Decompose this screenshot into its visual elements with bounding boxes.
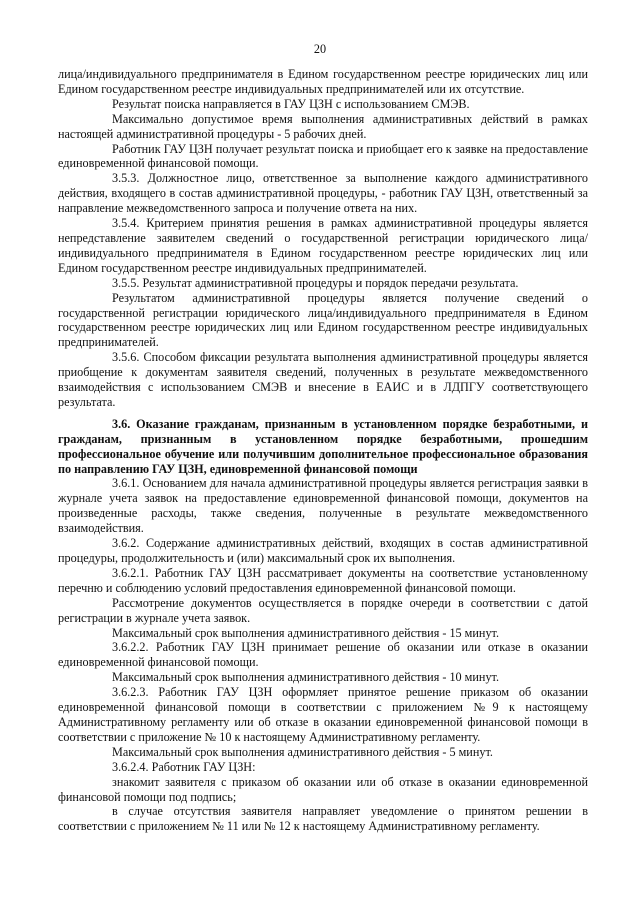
paragraph: знакомит заявителя с приказом об оказании или об отказе в оказании единовременной финансовой помощи под подпись; [58, 774, 588, 804]
paragraph: в случае отсутствия заявителя направляет уведомление о принятом решении в соответствии с приложением № 11 или № 12 к настоящему Административному регламенту. [58, 804, 588, 834]
paragraph: 3.5.3. Должностное лицо, ответственное за выполнение каждого административного действия, входящего в состав административной процедуры, - работник ГАУ ЦЗН, ответственный за направление межведомственного запроса и получение ответа на них. [58, 171, 588, 216]
paragraph: 3.6.2.1. Работник ГАУ ЦЗН рассматривает документы на соответствие установленному перечню и соблюдению условий предоставления единовременной финансовой помощи. [58, 565, 588, 595]
page-number: 20 [313, 42, 327, 56]
paragraph: лица/индивидуального предпринимателя в Едином государственном реестре юридических лиц или Едином государственном реестре индивидуальных предпринимателей или их отсутствие. [58, 67, 588, 96]
paragraph: 3.6.2. Содержание административных действий, входящих в состав административной процедуры, продолжительность и (или) максимальный срок их выполнения. [58, 536, 588, 565]
paragraph: Результатом административной процедуры является получение сведений о государственной регистрации юридического лица/индивидуального предпринимателя в Едином государственном реестре юридических лиц или Едином государственном реестре индивидуальных предпринимателей. [58, 290, 588, 350]
paragraph: Максимальный срок выполнения административного действия - 15 минут. [112, 625, 499, 640]
paragraph: Результат поиска направляется в ГАУ ЦЗН с использованием СМЭВ. [112, 96, 470, 111]
paragraph: Рассмотрение документов осуществляется в порядке очереди в соответствии с датой регистрации в журнале учета заявок. [58, 595, 588, 625]
paragraph: Максимальный срок выполнения административного действия - 5 минут. [112, 744, 493, 759]
paragraph: 3.5.6. Способом фиксации результата выполнения административной процедуры является приобщение к документам заявителя сведений, полученных в результате межведомственного взаимодействия с использованием СМЭВ и внесение в ЕАИС и в ЛДПГУ соответствующего результата. [58, 350, 588, 409]
paragraph: Максимальный срок выполнения административного действия - 10 минут. [112, 670, 499, 685]
paragraph: Работник ГАУ ЦЗН получает результат поиска и приобщает его к заявке на предоставление единовременной финансовой помощи. [58, 141, 588, 171]
paragraph: Максимально допустимое время выполнения административных действий в рамках настоящей административной процедуры - 5 рабочих дней. [58, 111, 588, 141]
paragraph: 3.5.5. Результат административной процедуры и порядок передачи результата. [112, 275, 519, 290]
document-body [58, 67, 588, 834]
paragraph: 3.6.1. Основанием для начала административной процедуры является регистрация заявки в журнале учета заявок на предоставление единовременной финансовой помощи, документов на произведенные расходы, также сведения, полученные в результате межведомственного взаимодействия. [58, 476, 588, 536]
paragraph: 3.6.2.4. Работник ГАУ ЦЗН: [112, 759, 256, 774]
paragraph: 3.6.2.3. Работник ГАУ ЦЗН оформляет принятое решение приказом об оказании единовременной финансовой помощи в соответствии с приложением №9 к настоящему Административному регламенту или об отказе в оказании единовременной финансовой помощи в соответствии с приложение № 10 к настоящему Административному регламенту. [58, 685, 588, 744]
section-heading: 3.6. Оказание гражданам, признанным в установленном порядке безработными, и гражданам, признанным в установленном порядке безработными, прошедшим профессиональное обучение или получившим дополнительное профессиональное образования по направлению ГАУ ЦЗН, единовременной финансовой помощи [58, 416, 588, 476]
paragraph: 3.6.2.2. Работник ГАУ ЦЗН принимает решение об оказании или отказе в оказании единовременной финансовой помощи. [58, 640, 588, 670]
paragraph: 3.5.4. Критерием принятия решения в рамках административной процедуры является непредставление заявителем сведений о государственной регистрации юридического лица/индивидуального предпринимателя в Едином государственном реестре юридических лиц или Едином государственном реестре индивидуальных предпринимателей. [58, 216, 588, 275]
